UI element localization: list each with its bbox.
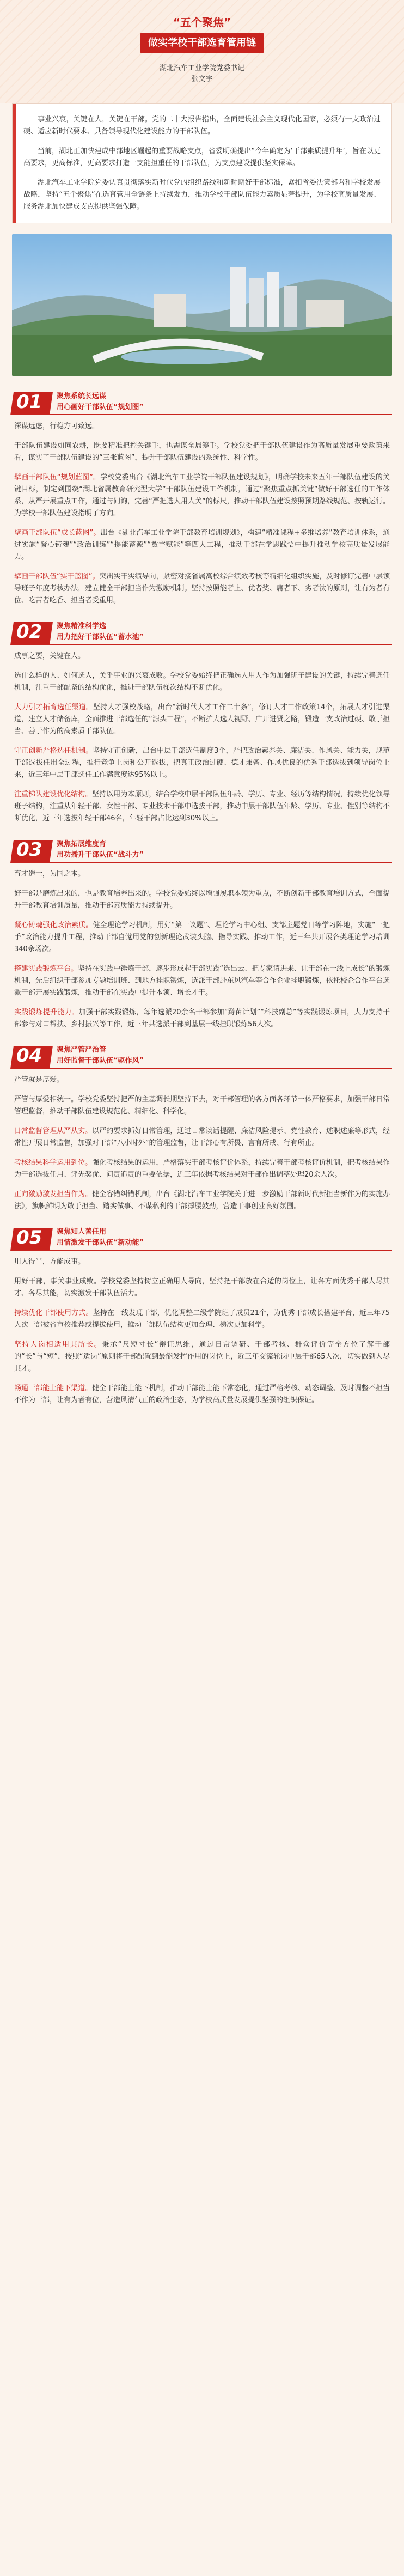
section-paragraph (14, 472, 390, 520)
section-body (12, 1074, 392, 1213)
section-title-line1: 聚焦知人善任用 (57, 1228, 107, 1236)
paragraph-text: 强化考核结果的运用，严格落实干部考核评价体系，持续完善干部考核评价机制，把考核结果作为干部选拔任用、评先奖优、问责追责的重要依据，近三年依据考核结果对干部作出调整处理20余人次。 (14, 1159, 390, 1179)
section-lead: 成事之要，关键在人。 (14, 652, 85, 660)
section-number: 04 (16, 1045, 42, 1067)
section-title-line2: 用好监督干部队伍“驱作风” (57, 1057, 144, 1065)
paragraph-text: 健全理论学习机制，用好“第一议题”、理论学习中心组、支部主题党日等学习阵地，实施“一把手”政治能力提升工程，推动干部自觉用党的创新理论武装头脑、指导实践、推动工作，近三年共开展各类理论学习培训340余场次。 (14, 921, 390, 953)
paragraph-text: 加强干部实践锻炼，每年选派20余名干部参加“蹲苗计划”“科技副总”等实践锻炼项目，大力支持干部参与对口帮扶、乡村振兴等工作，近三年共选派干部到基层一线挂职锻炼56人次。 (14, 1008, 390, 1028)
author-org: 湖北汽车工业学院党委书记 (159, 64, 244, 72)
section-header (12, 1040, 392, 1069)
highlight: 畅通干部能上能下渠道。 (14, 1384, 93, 1392)
section-paragraph (14, 888, 390, 912)
section-number: 03 (16, 839, 42, 861)
intro-paragraph: 当前，湖北正加快建成中部地区崛起的重要战略支点，省委明确提出“今年确定为‘干部素质提升年’，旨在以更高要求，更高标准，更高要求打造一支能担重任的干部队伍，为支点建设提供坚实保障。 (23, 147, 381, 167)
paragraph-text: 健全干部能上能下机制，推动干部能上能下常态化，通过严格考核、动态调整、及时调整不担当不作为干部，让有为者有位，营造风清气正的政治生态，为学校高质量发展提供坚强的组织保证。 (14, 1384, 390, 1404)
highlight: 坚持人岗相适用其所长。 (14, 1341, 102, 1349)
section-paragraph (14, 1276, 390, 1300)
section-title-line1: 聚焦系统长远谋 (57, 392, 107, 400)
paragraph-text: 突出实干实绩导向，紧密对接省属高校综合绩效考核等精细化组织实施，及时修订完善中层领导班子年度考核办法，建立健全干部担当作为激励机制。坚持按照能者上、优者奖、庸者下、劣者汰的原则，让有为者有位、吃苦者吃香、担当者受重用。 (14, 573, 390, 605)
paragraph-text: 健全容错纠错机制，出台《湖北汽车工业学院关于进一步激励干部新时代新担当新作为的实施办法》，旗帜鲜明为敢于担当、踏实做事、不谋私利的干部撑腰鼓劲，营造干事创业良好氛围。 (14, 1190, 390, 1210)
highlight: 实践锻炼提升能力。 (14, 1008, 79, 1016)
section-title-line1: 聚焦精准科学选 (57, 622, 107, 630)
author-name: 张文宇 (191, 75, 213, 83)
highlight: 考核结果科学运用到位。 (14, 1159, 93, 1167)
section-header (12, 835, 392, 863)
section-paragraph (14, 571, 390, 607)
intro-paragraph: 事业兴衰，关键在人，关键在干部。党的二十大报告指出，全面建设社会主义现代化国家，必须有一支政治过硬、适应新时代要求、具备领导现代化建设能力的干部队伍。 (23, 115, 381, 136)
section-title (50, 621, 392, 645)
section-number: 05 (16, 1227, 42, 1249)
section-paragraph (14, 702, 390, 738)
byline (0, 63, 404, 85)
section-paragraph (14, 919, 390, 955)
section-title (50, 839, 392, 863)
headline-line1: “五个聚焦” (173, 16, 231, 29)
section-paragraph (14, 440, 390, 464)
section-title (50, 1227, 392, 1251)
section-lead: 用人得当，方能成事。 (14, 1258, 85, 1266)
section-paragraph (14, 527, 390, 563)
paragraph-text: 干部队伍建设如同农耕，既要精准把控关键手，也需谋全局筹手。学校党委把干部队伍建设作为高质量发展重要政策来看，谋实了干部队伍建设的“三张蓝图”，提升干部队伍建设的系统性、科学性。 (14, 442, 390, 462)
section-title-line1: 聚焦拓展维度育 (57, 840, 107, 848)
paragraph-text: 坚持在一线发现干部，优化调整二级学院班子成员21个，为优秀干部成长搭建平台，近三年75人次干部被省市校推荐或提拔使用，推动干部队伍结构更加合理、梯次更加科学。 (14, 1309, 390, 1329)
section-01 (0, 387, 404, 607)
intro-paragraph: 湖北汽车工业学院党委认真贯彻落实新时代党的组织路线和新时期好干部标准，紧扣省委决策部署和学校发展战略，坚持“五个聚焦”在选育管用全链条上持续发力，推动学校干部队伍能力素质显著提升，为学校高质量发展、服务湖北加快建成支点提供坚强保障。 (23, 179, 381, 211)
highlight: 正向激励激发担当作为。 (14, 1190, 93, 1198)
section-title-line2: 用力把好干部队伍“蓄水池” (57, 633, 144, 641)
paragraph-text: 用好干部，事关事业成败。学校党委坚持树立正确用人导向，坚持把干部放在合适的岗位上，让各方面优秀干部人尽其才、各尽其能，切实激发干部队伍活力。 (14, 1277, 390, 1298)
section-number: 02 (16, 621, 42, 643)
section-paragraph (14, 1125, 390, 1149)
section-paragraph (14, 1307, 390, 1331)
section-05 (0, 1222, 404, 1406)
section-header (12, 1222, 392, 1251)
highlight: 大力引才拓育选任渠道。 (14, 703, 94, 711)
section-paragraph (14, 1007, 390, 1031)
section-title (50, 1045, 392, 1069)
section-paragraph (14, 1157, 390, 1181)
paragraph-text: 好干部是磨炼出来的，也是教育培养出来的。学校党委始终以增强履职本领为重点，不断创新干部教育培训方式，全面提升干部教育培训质量，推动干部素质能力持续提升。 (14, 890, 390, 910)
highlight: 守正创新严格选任机制。 (14, 747, 93, 755)
section-title-line2: 用情激发干部队伍“新动能” (57, 1239, 144, 1247)
section-header (12, 387, 392, 415)
highlight: 注重梯队建设优化结构。 (14, 790, 93, 799)
section-02 (0, 617, 404, 825)
highlight: 擘画干部队伍“实干蓝图”。 (14, 573, 100, 581)
paragraph-text: 坚持在实践中锤炼干部，逐步形成起干部实践“选出去、把专家请进来、让干部在一线上成长”的锻炼机制，先后组织干部参加专题培训班、到地方挂职锻炼，选派干部赴东风汽车等合作企业挂职锻炼，依托校企合作平台选派干部开展实践锻炼，推动干部在实践中提升本领、增长才干。 (14, 965, 390, 997)
section-body (12, 650, 392, 825)
paragraph-text: 严管与厚爱相统一。学校党委坚持把严的主基调长期坚持下去，对干部管理的各方面各环节一体严格要求，加强干部日常管理监督，推动干部队伍建设规范化、精细化、科学化。 (14, 1095, 390, 1116)
section-03 (0, 835, 404, 1031)
section-number: 01 (16, 391, 42, 413)
section-paragraph (14, 789, 390, 825)
section-body (12, 1256, 392, 1406)
paragraph-text: 学校党委出台《湖北汽车工业学院干部队伍建设规划》，明确学校未来五年干部队伍建设的关键目标，制定到围绕“湖北省属教育研究型大学”干部队伍建设工作机制，通过“聚焦重点抓关键”做好干部选任的工作体系，从严开展重点工作，通过与问询，完善“严把选人用人关”的标尺，推动干部队伍建设按照预期路线规范、按轨运行。为学校干部队伍建设指明了方向。 (14, 473, 390, 517)
paragraph-text: 出台《湖北汽车工业学院干部教育培训规划》，构建“精准课程+多维培养”教育培训体系，通过实施“凝心铸魂”“政治训练”“提能蓄源”“数字赋能”等四大工程，推动干部在学思践悟中提升推动学校高质量发展能力。 (14, 529, 390, 561)
section-header (12, 617, 392, 645)
paragraph-text: 秉承“尺短寸长”辩证思维，通过日常调研、干部考核、群众评价等全方位了解干部的“长”与“短”，按照“适岗”原则将干部配置到最能发挥作用的岗位上，近三年交流轮岗中层干部65人次，切实做到人尽其才。 (14, 1341, 390, 1373)
highlight: 擘画干部队伍“成长蓝图”。 (14, 529, 101, 537)
section-title-line2: 用心画好干部队伍“规划图” (57, 403, 144, 411)
section-paragraph (14, 670, 390, 694)
article-header (0, 0, 404, 103)
highlight: 搭建实践锻炼平台。 (14, 965, 78, 973)
section-paragraph (14, 1339, 390, 1375)
paragraph-text: 以严的要求抓好日常管理，通过日常谈话提醒、廉洁风险提示、党性教育、述职述廉等形式，经常性开展日常监督，加强对干部“八小时外”的管理监督，让干部心有所畏、言有所戒、行有所止。 (14, 1127, 390, 1147)
article-footer (12, 1420, 392, 1441)
campus-photo (12, 234, 392, 376)
section-paragraph (14, 745, 390, 781)
section-lead: 育才造士，为国之本。 (14, 870, 85, 878)
section-lead: 深谋远虑，行稳方可致远。 (14, 422, 100, 430)
highlight: 擘画干部队伍“规划蓝图”。 (14, 473, 101, 482)
paragraph-text: 坚持人才强校战略，出台“新时代人才工作二十条”，修订人才工作政策14个，拓展人才引进渠道，建立人才储备库，全面推进干部选任的“源头工程”，不断扩大选人视野、广开进贤之路，锻造一支政治过硬、敢于担当、善于作为的高素质干部队伍。 (14, 703, 390, 735)
headline-line2: 做实学校干部选育管用链 (140, 33, 264, 53)
section-paragraph (14, 1094, 390, 1118)
paragraph-text: 选什么样的人、如何选人，关乎事业的兴衰成败。学校党委始终把正确选人用人作为加强班子建设的关键，持续完善选任机制，注重干部配备的结构优化，推进干部队伍梯次结构不断优化。 (14, 672, 390, 692)
paragraph-text: 坚持守正创新，出台中层干部选任制度3个，严把政治素养关、廉洁关、作风关、能力关，规范干部选拔任用全过程，推行竞争上岗和公开选拔，把真正政治过硬、德才兼备、作风优良的优秀干部选拔到领导岗位上来，近三年中层干部选任工作满意度达95%以上。 (14, 747, 390, 779)
section-paragraph (14, 963, 390, 999)
section-body (12, 868, 392, 1031)
section-title-line2: 用功播升干部队伍“战斗力” (57, 851, 144, 859)
section-body (12, 421, 392, 607)
section-title-line1: 聚焦严管严治管 (57, 1046, 107, 1054)
campus-photo-image (12, 234, 392, 376)
section-title (50, 391, 392, 415)
section-lead: 严管就是厚爱。 (14, 1076, 64, 1084)
highlight: 持续优化干部使用方式。 (14, 1309, 93, 1317)
paragraph-text: 坚持以用为本原则，结合学校中层干部队伍年龄、学历、专业、经历等结构情况，持续优化领导班子结构，注重从年轻干部、女性干部、专业技术干部中选拔干部，推动中层干部队伍年龄、学历、专业、性别等结构不断优化，近三年选拔年轻干部46名，年轻干部占比达到30%以上。 (14, 790, 390, 823)
headline (140, 14, 264, 53)
section-paragraph (14, 1189, 390, 1213)
section-04 (0, 1040, 404, 1213)
intro-card (12, 103, 392, 223)
highlight: 凝心铸魂强化政治素质。 (14, 921, 93, 929)
highlight: 日常监督管理从严从实。 (14, 1127, 93, 1135)
section-paragraph (14, 1383, 390, 1406)
